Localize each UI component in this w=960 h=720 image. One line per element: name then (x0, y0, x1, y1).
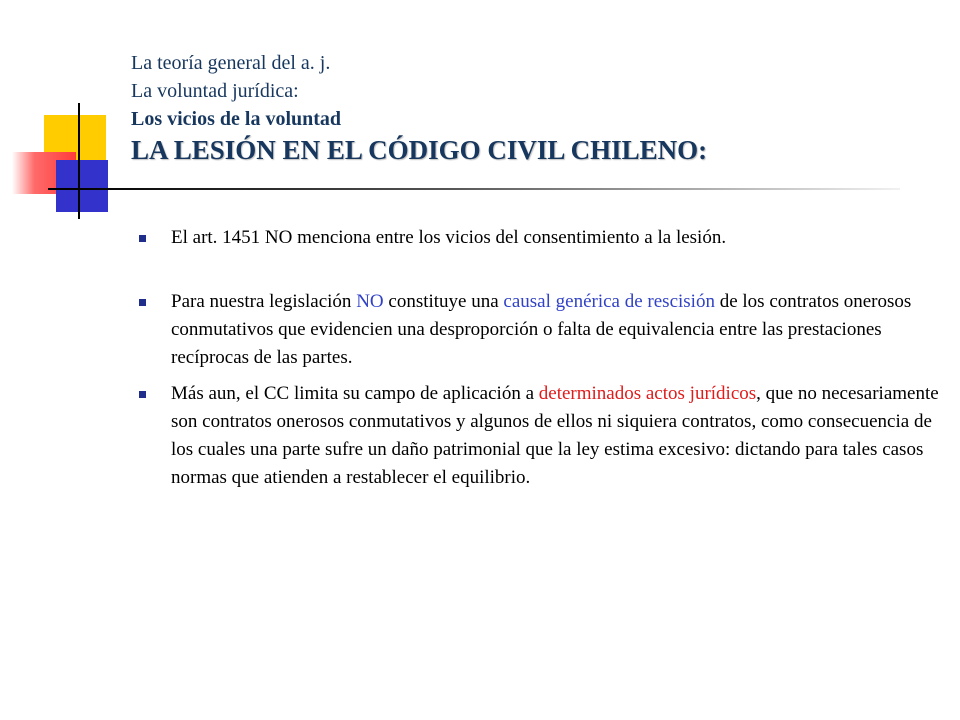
title-divider (74, 188, 900, 190)
bullet-2-text-c: de los contratos onerosos conmutativos que evidencien una desproporción o falta de equivalencia entre las prestaciones recíprocas de las partes. (171, 291, 912, 368)
bullet-2-highlight-no: NO (356, 291, 384, 312)
bullet-2-text-b: constituye una (383, 291, 504, 312)
title-line-4: LA LESIÓN EN EL CÓDIGO CIVIL CHILENO: (131, 135, 708, 165)
bullet-item-2 (139, 288, 939, 372)
blue-square-decoration (56, 160, 108, 212)
bullet-3-text-a: Más aun, el CC limita su campo de aplicación a (171, 383, 539, 404)
bullet-2-highlight-causal: causal genérica de rescisión (503, 291, 715, 312)
bullet-3-highlight-actos: determinados actos jurídicos (538, 383, 757, 404)
title-line-1: La teoría general del a. j. (131, 52, 331, 74)
title-line-2: La voluntad jurídica: (131, 80, 299, 102)
bullet-3-text-b: , que no necesariamente son contratos onerosos conmutativos y algunos de ellos ni siquiera contratos, como consecuencia de los cuales una parte sufre un daño patrimonial que la ley estima excesivo: dictando para tales casos normas que atienden a restablecer el equilibrio. (171, 383, 939, 488)
vertical-line-decoration (78, 103, 80, 219)
title-line-3: Los vicios de la voluntad (131, 108, 342, 130)
decorative-logo (0, 0, 140, 230)
bullet-2-text-a: Para nuestra legislación (171, 291, 357, 312)
bullet-square-icon (139, 391, 146, 398)
slide-title (131, 49, 891, 167)
slide-body (139, 224, 939, 492)
bullet-square-icon (139, 299, 146, 306)
bullet-item-3 (139, 380, 939, 492)
bullet-square-icon (139, 235, 146, 242)
bullet-1-text: El art. 1451 NO menciona entre los vicios del consentimiento a la lesión. (171, 227, 727, 248)
bullet-item-1 (139, 224, 939, 252)
